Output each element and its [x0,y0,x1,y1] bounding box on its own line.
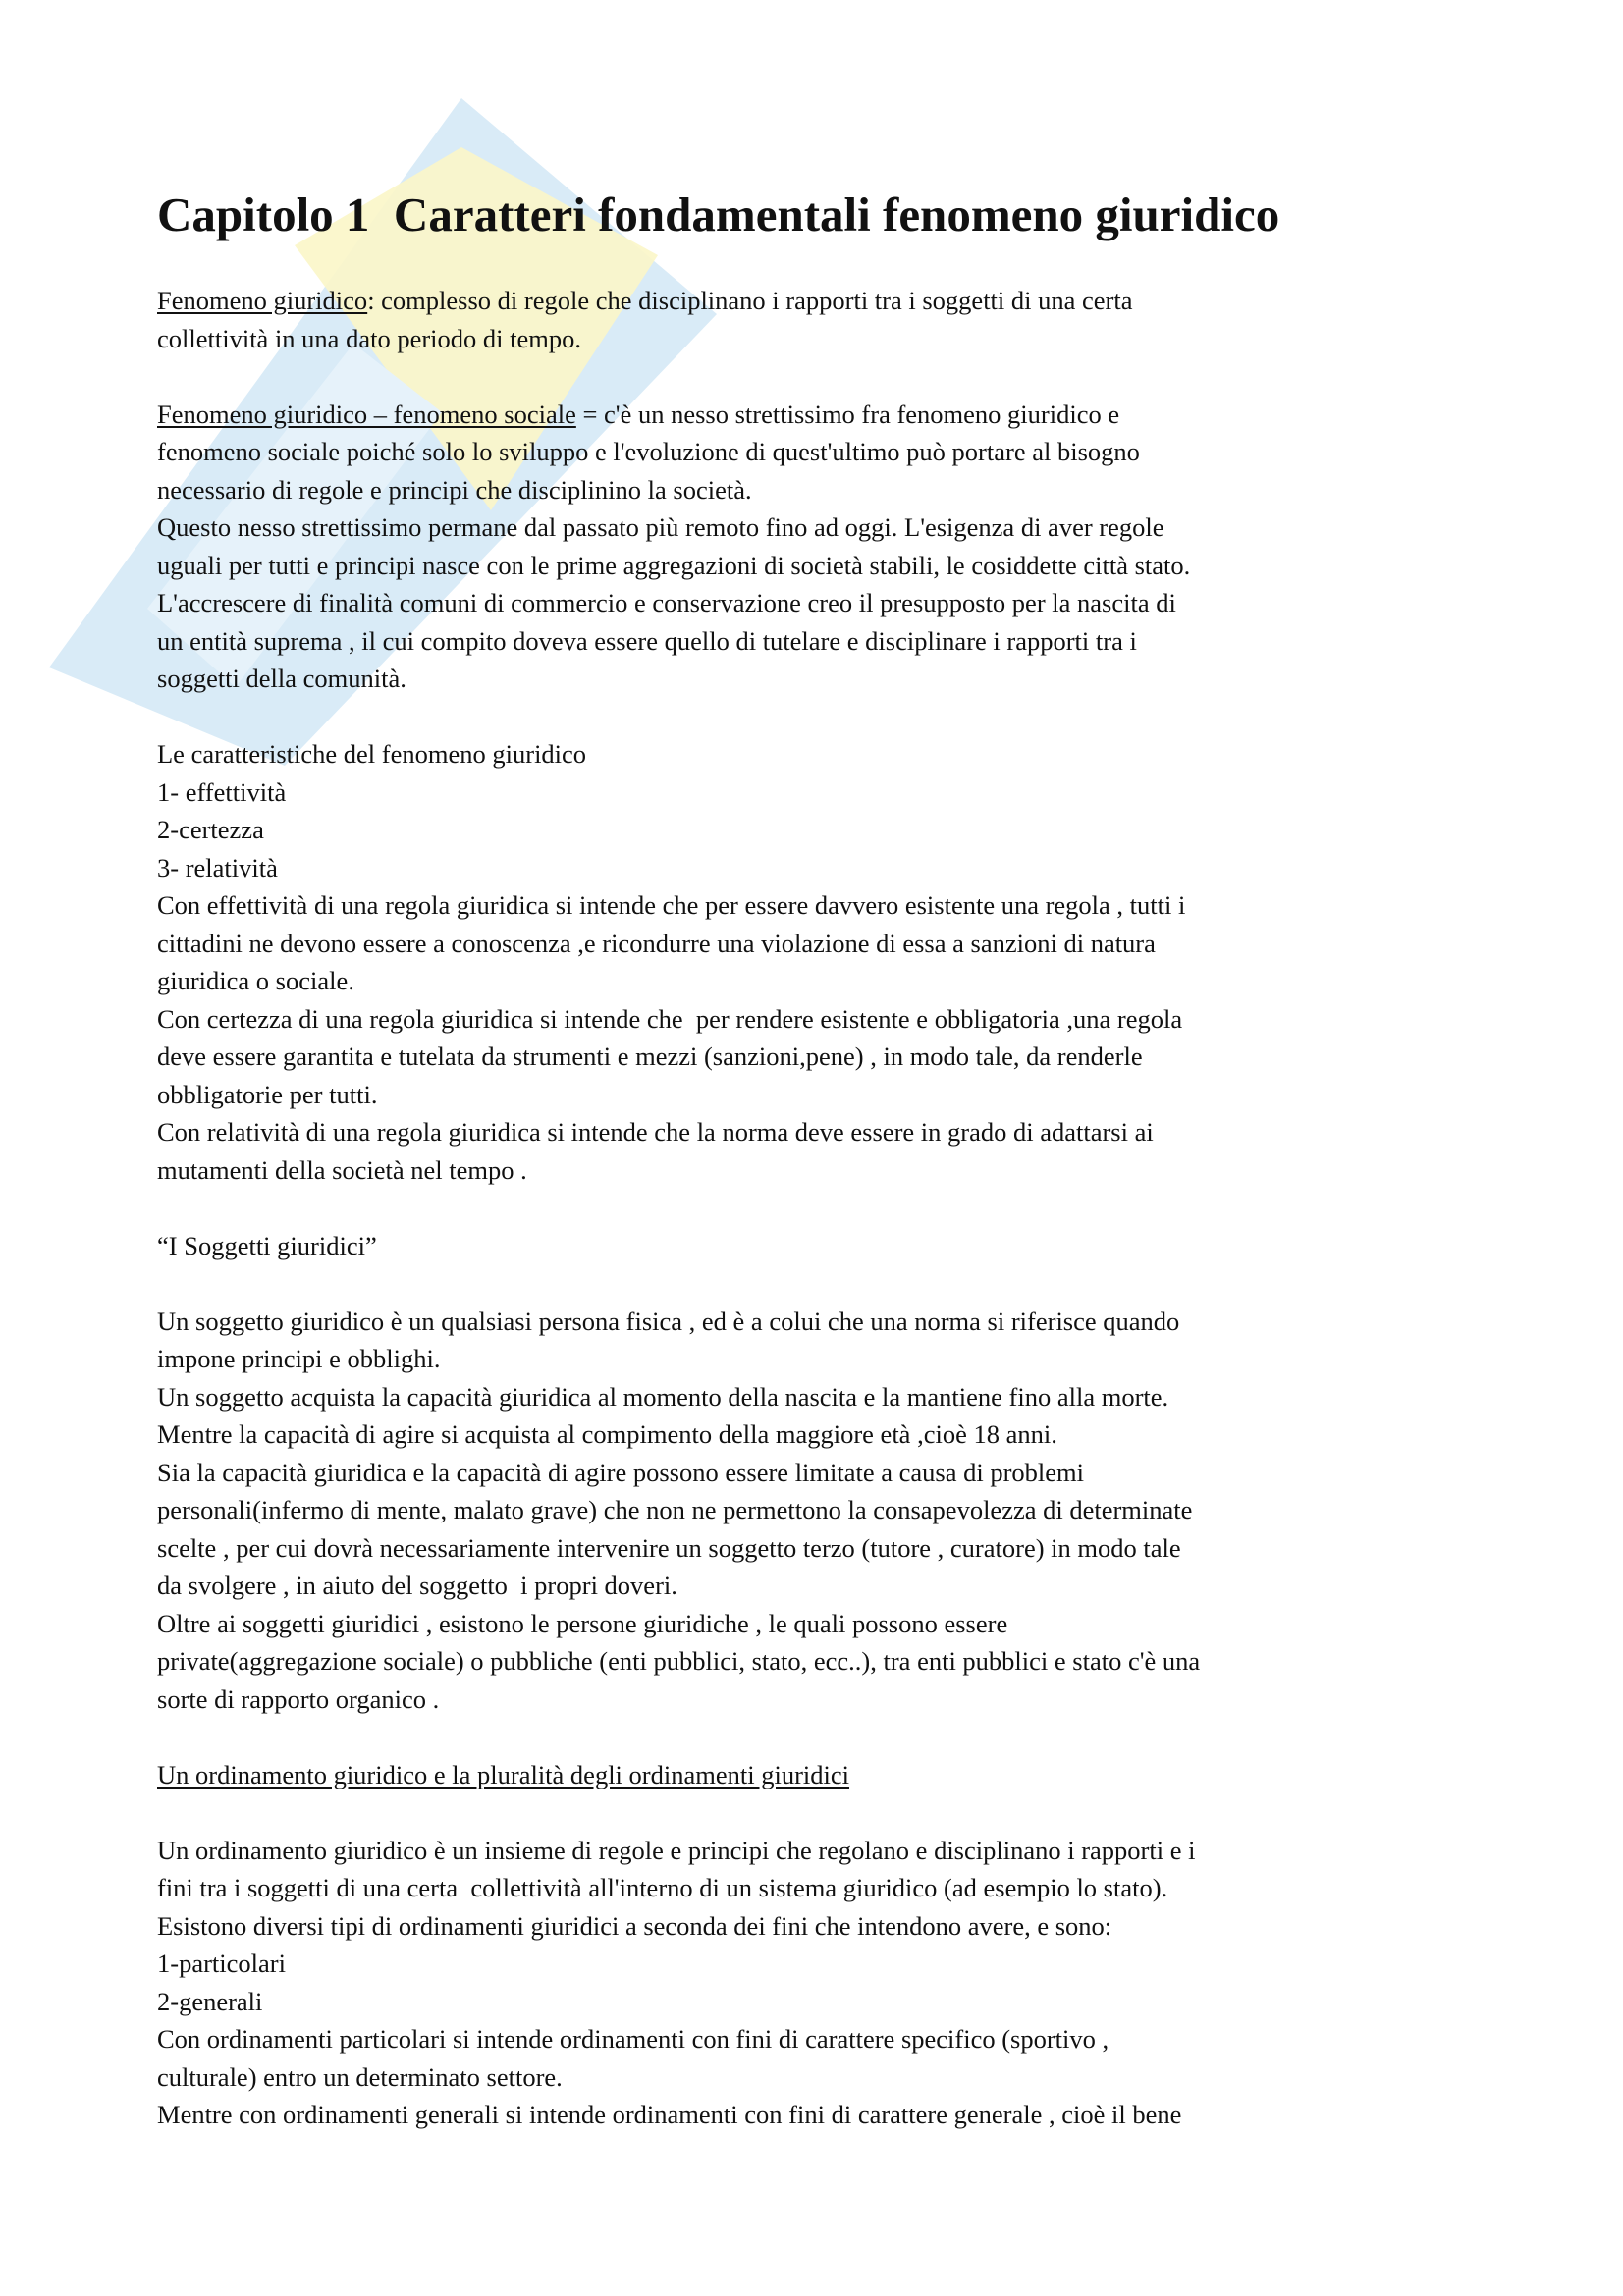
text-line [157,1945,1200,1983]
text-line [157,1983,1200,2021]
text-line [157,735,1200,774]
text-line [157,1415,1200,1454]
text-line [157,2096,1200,2134]
text-line [157,1264,1200,1303]
underlined-term: Fenomeno giuridico – fenomeno sociale [157,399,576,429]
line-text: Un soggetto acquista la capacità giuridica al momento della nascita e la mantiene fino alla morte. [157,1381,1169,1412]
chapter-title: Capitolo 1 Caratteri fondamentali fenomeno giuridico [157,187,1280,241]
text-line [157,471,1200,509]
text-line [157,1378,1200,1416]
text-line [157,584,1200,622]
text-line [157,1491,1200,1529]
text-line [157,886,1200,925]
text-line [157,1529,1200,1568]
line-text: personali(infermo di mente, malato grave) che non ne permettono la consapevolezza di determinate [157,1495,1193,1524]
line-text: Questo nesso strettissimo permane dal passato più remoto fino ad oggi. L'esigenza di aver regole [157,512,1164,542]
line-text: impone principi e obblighi. [157,1344,441,1373]
line-text: Esistono diversi tipi di ordinamenti giuridici a seconda dei fini che intendono avere, e sono: [157,1910,1112,1941]
line-text: cittadini ne devono essere a conoscenza ,e ricondurre una violazione di essa a sanzioni di natura [157,928,1156,958]
text-line [157,1076,1200,1114]
line-text: uguali per tutti e principi nasce con le prime aggregazioni di società stabili, le cosiddette città stato. [157,550,1191,580]
line-text: private(aggregazione sociale) o pubbliche (enti pubblici, stato, ecc..), tra enti pubblici e stato c'è una [157,1646,1201,1676]
text-line [157,1567,1200,1605]
text-line [157,1227,1200,1265]
line-text: Con ordinamenti particolari si intende ordinamenti con fini di carattere specifico (sportivo , [157,2024,1109,2054]
line-text: da svolgere , in aiuto del soggetto i propri doveri. [157,1571,677,1600]
text-line [157,1189,1200,1227]
line-text: “I Soggetti giuridici” [157,1230,377,1260]
text-line [157,357,1200,396]
line-text: Sia la capacità giuridica e la capacità di agire possono essere limitate a causa di problemi [157,1457,1085,1487]
line-text: Oltre ai soggetti giuridici , esistono le persone giuridiche , le quali possono essere [157,1608,1008,1638]
text-line [157,547,1200,585]
text-line [157,962,1200,1000]
line-text: Un ordinamento giuridico è un insieme di regole e principi che regolano e disciplinano i rapporti e i [157,1835,1196,1865]
line-text: sorte di rapporto organico . [157,1683,440,1714]
text-line [157,433,1200,471]
line-text: 3- relatività [157,852,278,882]
line-text: 1-particolari [157,1949,286,1978]
text-line [157,2058,1200,2097]
text-line [157,660,1200,698]
text-line [157,2020,1200,2058]
text-line [157,1832,1200,1870]
line-text: Mentre la capacità di agire si acquista al compimento della maggiore età ,cioè 18 anni. [157,1419,1057,1449]
text-line [157,1681,1200,1719]
line-text: Mentre con ordinamenti generali si intende ordinamenti con fini di carattere generale , cioè il bene [157,2100,1182,2129]
text-line [157,698,1200,736]
line-text: fini tra i soggetti di una certa collettività all'interno di un sistema giuridico (ad esempio lo stato). [157,1873,1168,1902]
line-text: un entità suprema , il cui compito doveva essere quello di tutelare e disciplinare i rapporti tra i [157,625,1137,656]
underlined-term: Fenomeno giuridico [157,286,368,315]
line-text: Un soggetto giuridico è un qualsiasi persona fisica , ed è a colui che una norma si riferisce quando [157,1306,1180,1336]
line-text: 2-certezza [157,815,264,844]
text-line [157,1151,1200,1190]
text-line [157,1340,1200,1378]
line-text: 2-generali [157,1986,263,2016]
underlined-term: Un ordinamento giuridico e la pluralità degli ordinamenti giuridici [157,1759,850,1789]
line-text: Con certezza di una regola giuridica si intende che per rendere esistente e obbligatoria ,una regola [157,1003,1183,1034]
text-line [157,1605,1200,1643]
line-text: L'accrescere di finalità comuni di commercio e conservazione creo il presupposto per la nascita di [157,588,1176,617]
text-line [157,1907,1200,1946]
text-line [157,811,1200,849]
text-line [157,925,1200,963]
line-text: scelte , per cui dovrà necessariamente intervenire un soggetto terzo (tutore , curatore) in modo tale [157,1532,1181,1563]
line-text: mutamenti della società nel tempo . [157,1154,527,1185]
line-text: Con relatività di una regola giuridica si intende che la norma deve essere in grado di adattarsi ai [157,1117,1154,1147]
text-line [157,849,1200,887]
line-text: Con effettività di una regola giuridica si intende che per essere davvero esistente una regola , tutti i [157,890,1186,920]
text-line [157,1869,1200,1907]
line-text: obbligatorie per tutti. [157,1079,378,1109]
text-line [157,282,1200,320]
text-line [157,1454,1200,1492]
text-line [157,1718,1200,1756]
text-line [157,1642,1200,1681]
document-body [157,282,1200,2134]
line-text: necessario di regole e principi che disciplinino la società. [157,474,752,505]
line-text: Le caratteristiche del fenomeno giuridico [157,739,587,769]
line-text: deve essere garantita e tutelata da strumenti e mezzi (sanzioni,pene) , in modo tale, da renderle [157,1041,1143,1071]
line-text: 1- effettività [157,776,287,807]
section-heading [157,1756,1200,1794]
text-line [157,1793,1200,1832]
line-text: culturale) entro un determinato settore. [157,2061,563,2092]
text-line [157,1113,1200,1151]
text-line [157,774,1200,812]
line-text: collettività in una dato periodo di tempo. [157,323,581,353]
text-line [157,508,1200,547]
line-text: : complesso di regole che disciplinano i rapporti tra i soggetti di una certa [367,286,1133,315]
text-line [157,320,1200,358]
text-line [157,622,1200,661]
text-line [157,1303,1200,1341]
line-text: giuridica o sociale. [157,966,354,995]
line-text: = c'è un nesso strettissimo fra fenomeno giuridico e [575,399,1120,429]
text-line [157,396,1200,434]
text-line [157,1000,1200,1039]
text-line [157,1038,1200,1076]
line-text: fenomeno sociale poiché solo lo sviluppo e l'evoluzione di quest'ultimo può portare al bisogno [157,437,1140,466]
line-text: soggetti della comunità. [157,664,406,693]
